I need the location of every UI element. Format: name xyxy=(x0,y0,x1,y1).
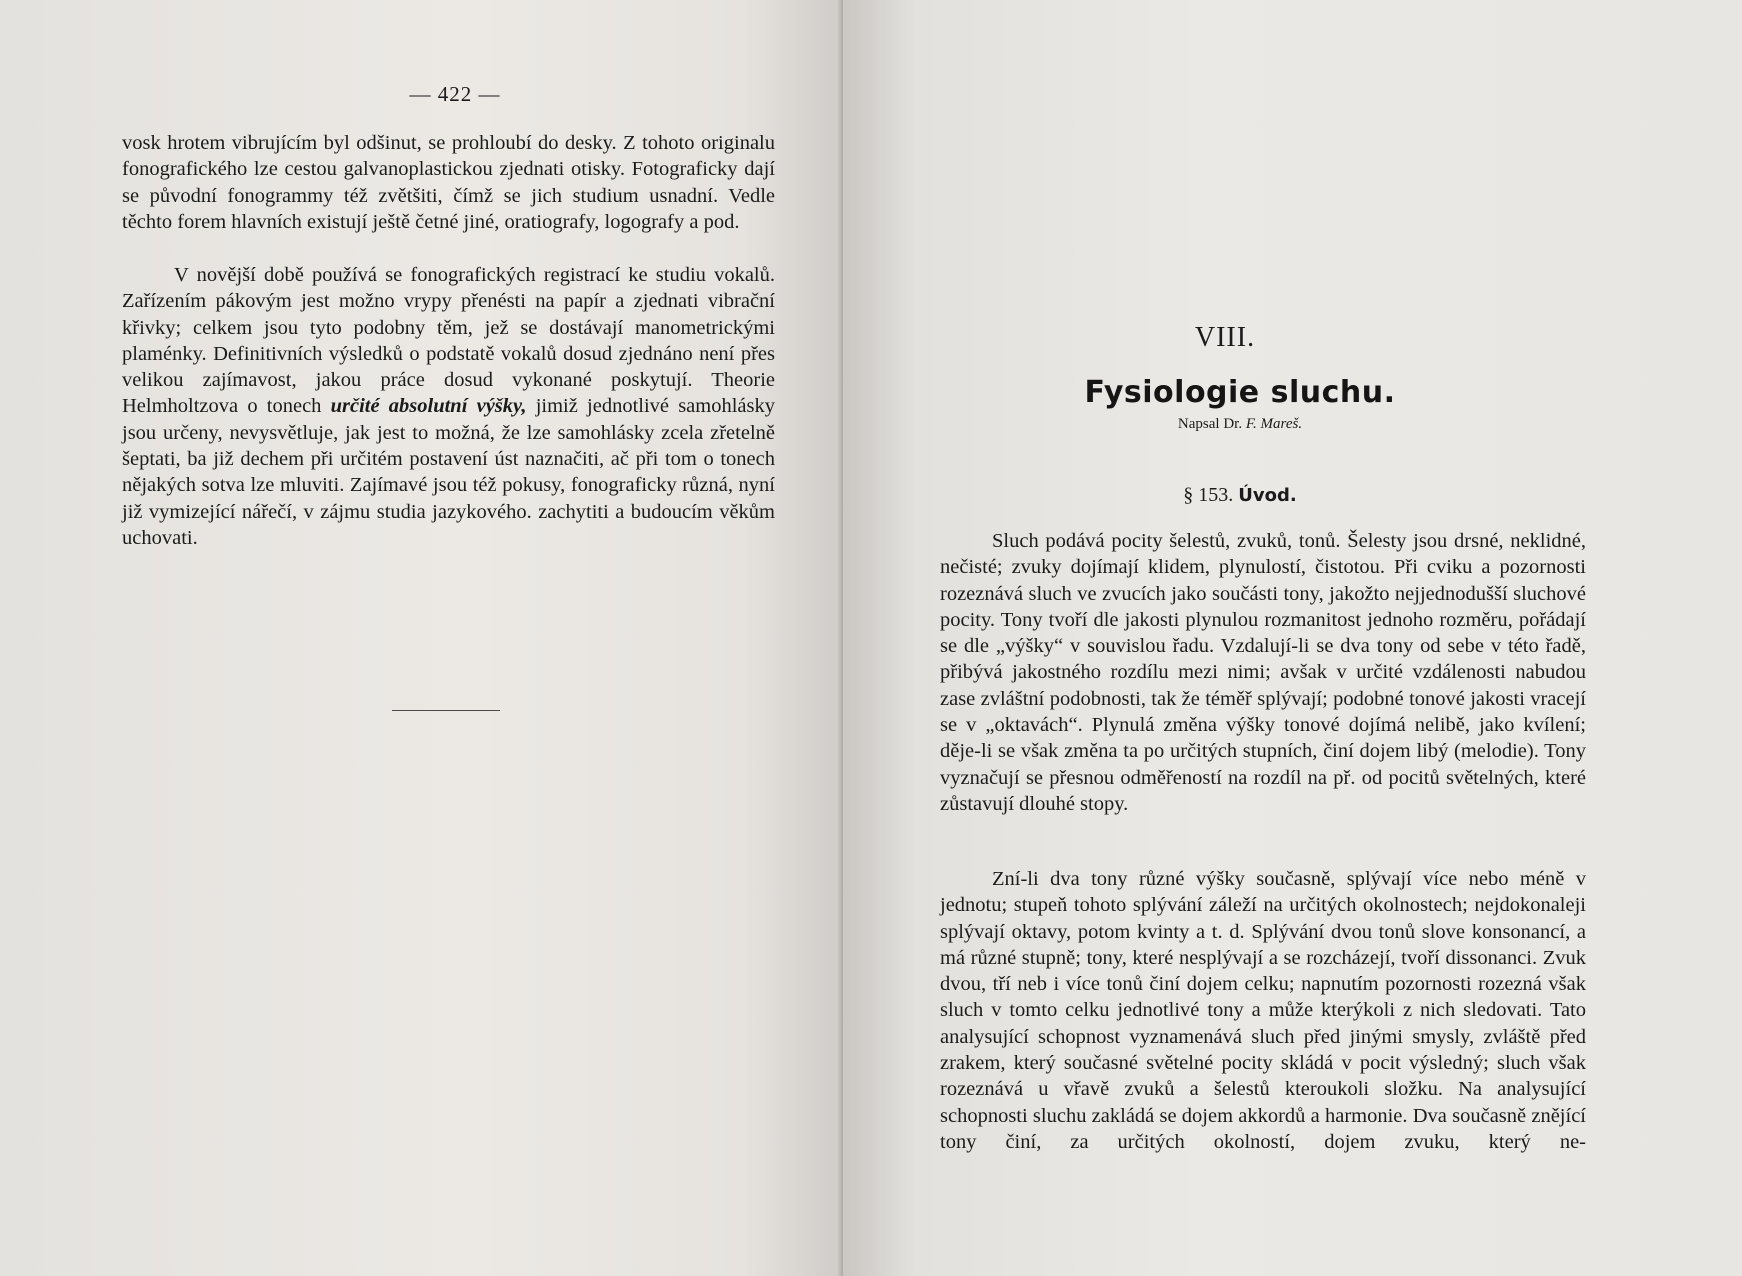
chapter-number: VIII. xyxy=(1194,322,1256,353)
byline-prefix: Napsal Dr. xyxy=(1177,416,1243,432)
chapter-title: Fysiologie sluchu. xyxy=(1084,375,1396,410)
section-separator-line xyxy=(392,710,500,711)
left-paragraph-2 xyxy=(122,262,775,551)
left-page xyxy=(0,0,843,1276)
section-title: Úvod. xyxy=(1238,485,1297,506)
right-paragraph-2: Zní-li dva tony různé výšky současně, splývají více nebo méně v jednotu; stupeň tohoto splývání záleží na určitých okolnostech; nejdokonaleji splývají oktavy, potom kvinty a t. d. Splývání dvou tonů slove konsonancí, a má různé stupně; tony, které nesplývají a se rozcházejí, tvoří dissonanci. Zvuk dvou, tří neb i více tonů činí dojem celku; napnutím pozornosti rozezná však sluch v tomto celku jednotlivé tony a může kterýkoli z nich sledovati. Tato analysující schopnost vyznamenává sluch před jinými smysly, zvláště před zrakem, který současné světelné pocity skládá v pocit výsledný; sluch však rozeznává u vřavě zvuků a šelestů kteroukoli složku. Na analysující schopnosti sluchu zakládá se dojem akkordů a harmonie. Dva současně znějící tony činí, za určitých okolností, dojem zvuku, který ne- xyxy=(940,868,1586,1153)
left-paragraph-1 xyxy=(122,130,775,235)
section-heading xyxy=(1110,484,1370,507)
left-paragraph-1-text: vosk hrotem vibrujícím byl odšinut, se prohloubí do desky. Z tohoto originalu fonografického lze cestou galvanoplastickou zjednati otisky. Fotograficky dají se původní fonogrammy též zvětšiti, čímž se jich studium usnadní. Vedle těchto forem hlavních existují ještě četné jiné, oratiografy, logografy a pod. xyxy=(122,132,775,233)
section-number: § 153. xyxy=(1183,484,1234,506)
page-number: — 422 — xyxy=(409,82,501,106)
right-paragraph-1: Sluch podává pocity šelestů, zvuků, tonů. Šelesty jsou drsné, neklidné, nečisté; zvuky dojímají klidem, plynulostí, čistotou. Při cviku a pozornosti rozeznává sluch ve zvucích jako součásti tony, jakožto nejjednodušší sluchové pocity. Tony tvoří dle jakosti plynulou rozmanitost jednoho rozměru, pořádají se dle „výšky“ v souvislou řadu. Vzdalují-li se dva tony od sebe v této řadě, přibývá jakostného rozdílu mezi nimi; avšak v určité vzdálenosti nabudou zase zvláštní podobnosti, tak že téměř splývají; podobné tonové jakosti vracejí se v „oktavách“. Plynulá změna výšky tonové dojímá nelibě, jako kvílení; děje-li se však změna ta po určitých stupních, činí dojem libý (melodie). Tony vyznačují se přesnou odměřeností na rozdíl na př. od pocitů světelných, které zůstavují dlouhé stopy. xyxy=(940,530,1586,815)
left-paragraph-2-text-a: V novější době používá se fonografických registrací ke studiu vokalů. Zařízením pákovým jest možno vrypy přenésti na papír a zjednati vibrační křivky; celkem jsou tyto podobny těm, jež se dostávají manometrickými plaménky. Definitivních výsledků o podstatě vokalů dosud zjednáno není přes velikou zajímavost, jakou práce dosud vykonané poskytují. Theorie Helmholtzova o tonech xyxy=(122,264,775,418)
byline xyxy=(1090,416,1390,433)
byline-author: F. Mareš. xyxy=(1245,416,1303,432)
emphasized-phrase: určité absolutní výšky, xyxy=(330,395,527,418)
left-paragraph-2-text-b: jimiž jednotlivé samohlásky jsou určeny, nevysvětluje, jak jest to možná, že lze samohlásky zcela zřetelně šeptati, ba již dechem při určitém postavení úst naznačiti, ač při tom o tonech nějakých sotva lze mluviti. Zajímavé jsou též pokusy, fonograficky různá, nyní již vymizející nářečí, v zájmu studia jazykového. zachytiti a budoucím věkům uchovati. xyxy=(122,395,775,549)
